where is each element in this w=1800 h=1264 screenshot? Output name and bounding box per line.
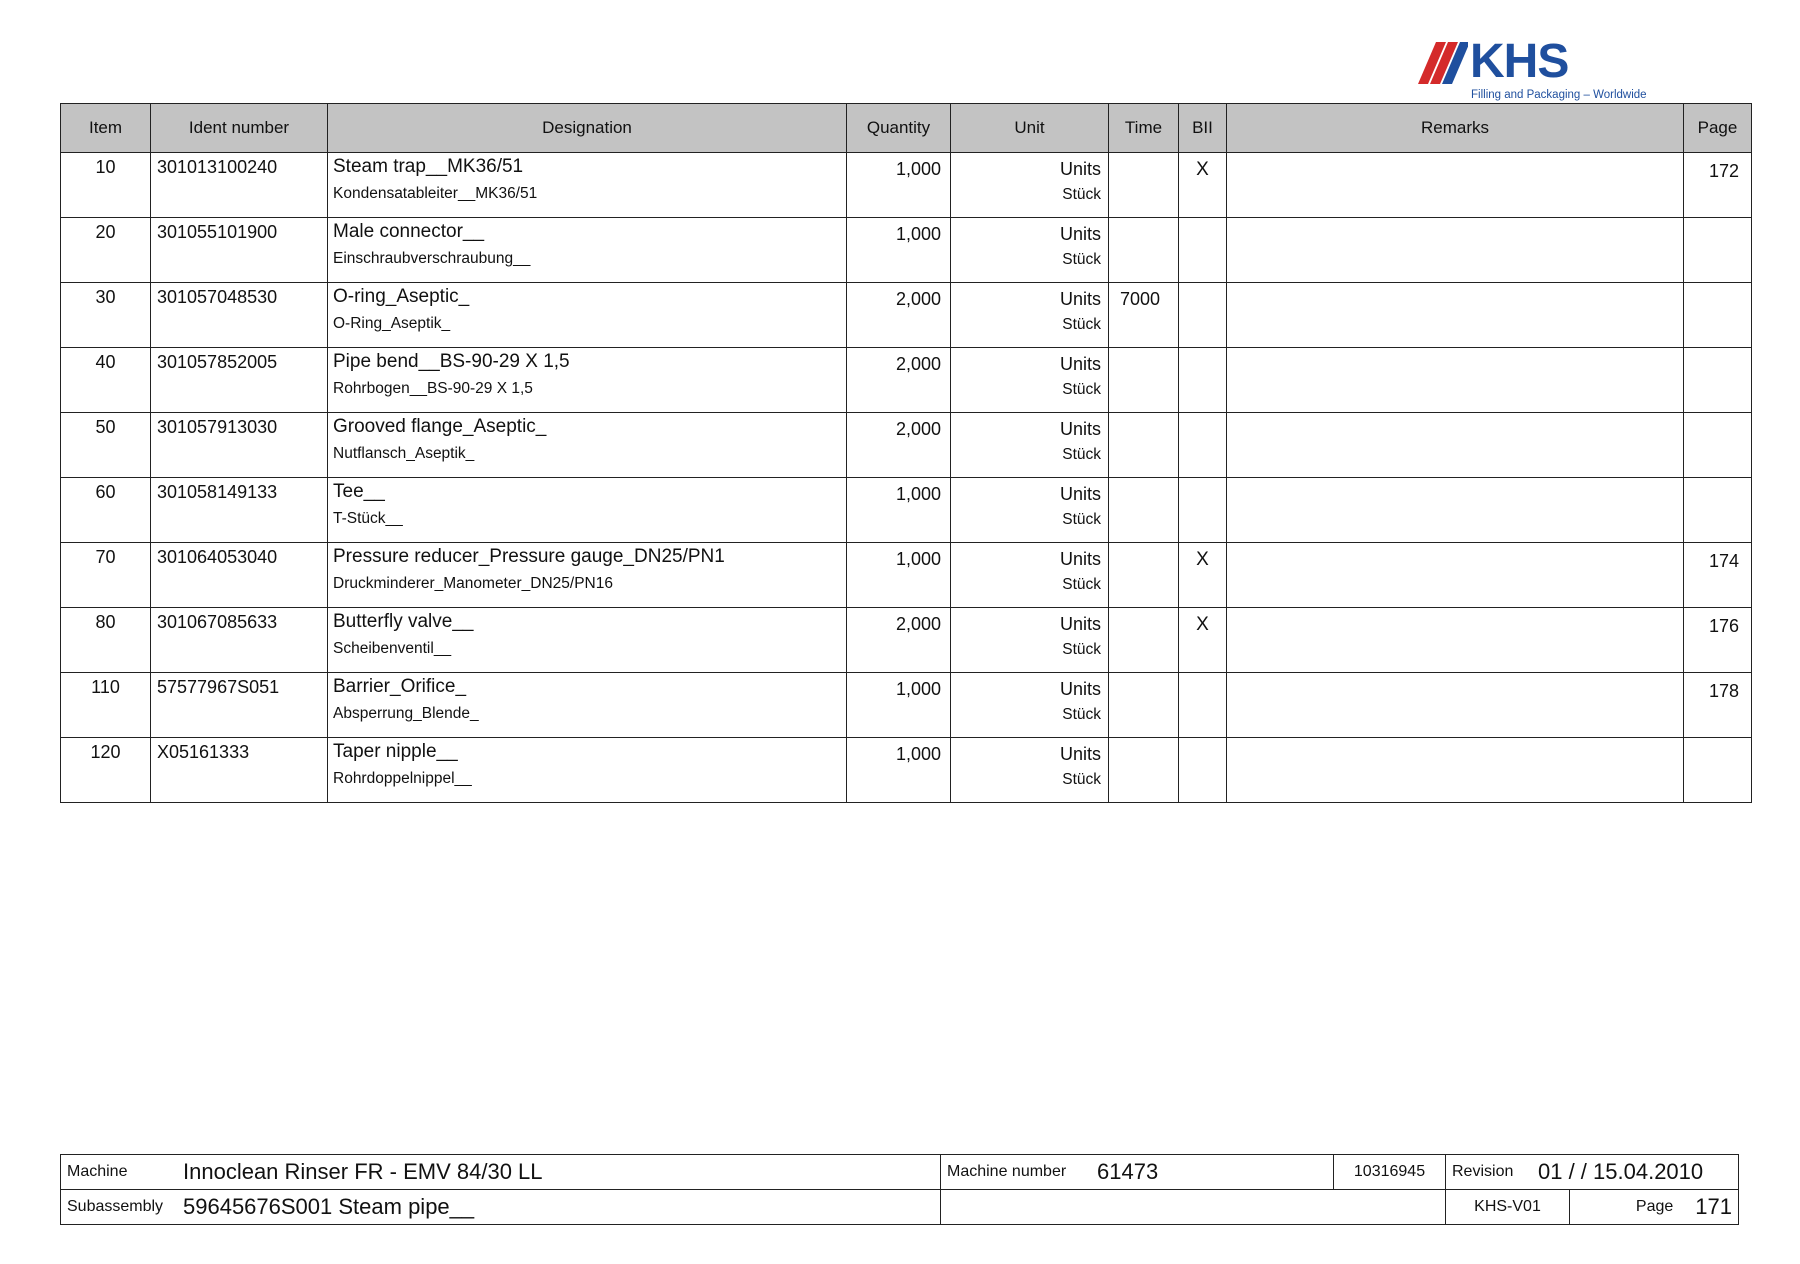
unit-en: Units bbox=[1059, 289, 1101, 309]
ident-number-cell: X05161333 bbox=[151, 738, 328, 803]
header-time: Time bbox=[1109, 104, 1179, 153]
machine-value: Innoclean Rinser FR - EMV 84/30 LL bbox=[183, 1159, 543, 1184]
unit-en: Units bbox=[1059, 159, 1101, 179]
unit-cell bbox=[951, 153, 1109, 218]
unit-cell bbox=[951, 673, 1109, 738]
quantity-cell: 1,000 bbox=[847, 673, 951, 738]
unit-en: Units bbox=[1059, 484, 1101, 504]
table-row bbox=[61, 738, 1752, 803]
header-item: Item bbox=[61, 104, 151, 153]
unit-cell bbox=[951, 543, 1109, 608]
header-designation: Designation bbox=[328, 104, 847, 153]
time-cell bbox=[1109, 478, 1179, 543]
bii-cell bbox=[1179, 218, 1227, 283]
bii-cell bbox=[1179, 413, 1227, 478]
doc-code: KHS-V01 bbox=[1446, 1190, 1570, 1225]
quantity-cell: 2,000 bbox=[847, 283, 951, 348]
designation-cell bbox=[328, 543, 847, 608]
page-ref-cell bbox=[1684, 218, 1752, 283]
item-cell: 120 bbox=[61, 738, 151, 803]
header-remarks: Remarks bbox=[1227, 104, 1684, 153]
designation-de: Rohrdoppelnippel__ bbox=[333, 770, 472, 787]
khs-logo bbox=[1418, 35, 1647, 106]
designation-de: Absperrung_Blende_ bbox=[333, 705, 479, 722]
page-cell bbox=[1570, 1190, 1739, 1225]
remarks-cell bbox=[1227, 478, 1684, 543]
unit-en: Units bbox=[1059, 614, 1101, 634]
designation-de: Druckminderer_Manometer_DN25/PN16 bbox=[333, 575, 613, 592]
unit-de: Stück bbox=[1062, 381, 1101, 398]
table-row bbox=[61, 283, 1752, 348]
unit-en: Units bbox=[1059, 419, 1101, 439]
table-row bbox=[61, 153, 1752, 218]
unit-en: Units bbox=[1059, 744, 1101, 764]
page-ref-cell bbox=[1684, 738, 1752, 803]
ident-number-cell: 301067085633 bbox=[151, 608, 328, 673]
remarks-cell bbox=[1227, 348, 1684, 413]
unit-de: Stück bbox=[1062, 576, 1101, 593]
designation-en: Taper nipple__ bbox=[333, 741, 458, 762]
table-row bbox=[61, 608, 1752, 673]
order-number: 10316945 bbox=[1334, 1155, 1446, 1190]
table-row bbox=[61, 218, 1752, 283]
designation-cell bbox=[328, 283, 847, 348]
quantity-cell: 2,000 bbox=[847, 413, 951, 478]
title-block-row-1 bbox=[61, 1155, 1739, 1190]
designation-en: Butterfly valve__ bbox=[333, 611, 474, 632]
designation-de: Rohrbogen__BS-90-29 X 1,5 bbox=[333, 380, 533, 397]
table-row bbox=[61, 543, 1752, 608]
designation-cell bbox=[328, 218, 847, 283]
logo-wordmark: KHS bbox=[1470, 35, 1569, 88]
designation-de: Kondensatableiter__MK36/51 bbox=[333, 185, 538, 202]
bii-cell bbox=[1179, 673, 1227, 738]
remarks-cell bbox=[1227, 218, 1684, 283]
designation-en: Pressure reducer_Pressure gauge_DN25/PN1 bbox=[333, 546, 725, 567]
subassembly-value: 59645676S001 Steam pipe__ bbox=[183, 1194, 475, 1219]
bii-cell bbox=[1179, 348, 1227, 413]
quantity-cell: 2,000 bbox=[847, 348, 951, 413]
machine-number-value: 61473 bbox=[1097, 1159, 1159, 1184]
page-ref-cell bbox=[1684, 283, 1752, 348]
quantity-cell: 1,000 bbox=[847, 153, 951, 218]
remarks-cell bbox=[1227, 608, 1684, 673]
time-cell bbox=[1109, 738, 1179, 803]
bii-cell bbox=[1179, 478, 1227, 543]
unit-cell bbox=[951, 413, 1109, 478]
table-row bbox=[61, 478, 1752, 543]
designation-en: Steam trap__MK36/51 bbox=[333, 156, 524, 177]
unit-de: Stück bbox=[1062, 771, 1101, 788]
machine-number-label: Machine number bbox=[947, 1163, 1067, 1180]
bii-cell: X bbox=[1179, 608, 1227, 673]
item-cell: 80 bbox=[61, 608, 151, 673]
revision-value: 01 / / 15.04.2010 bbox=[1538, 1159, 1704, 1184]
title-block bbox=[60, 1154, 1739, 1225]
time-cell bbox=[1109, 153, 1179, 218]
title-block-row-2 bbox=[61, 1190, 1739, 1225]
unit-cell bbox=[951, 608, 1109, 673]
subassembly-cell bbox=[61, 1190, 941, 1225]
unit-de: Stück bbox=[1062, 251, 1101, 268]
header-quantity: Quantity bbox=[847, 104, 951, 153]
item-cell: 40 bbox=[61, 348, 151, 413]
quantity-cell: 1,000 bbox=[847, 543, 951, 608]
unit-en: Units bbox=[1059, 354, 1101, 374]
designation-de: Nutflansch_Aseptik_ bbox=[333, 445, 475, 462]
designation-de: Einschraubverschraubung__ bbox=[333, 250, 531, 267]
page-ref-cell: 178 bbox=[1684, 673, 1752, 738]
designation-de: O-Ring_Aseptik_ bbox=[333, 315, 451, 332]
item-cell: 110 bbox=[61, 673, 151, 738]
ident-number-cell: 301064053040 bbox=[151, 543, 328, 608]
khs-logo-mark-icon bbox=[1418, 40, 1468, 86]
header-bii: BII bbox=[1179, 104, 1227, 153]
header-unit: Unit bbox=[951, 104, 1109, 153]
remarks-cell bbox=[1227, 283, 1684, 348]
page-value: 171 bbox=[1695, 1194, 1733, 1219]
time-cell bbox=[1109, 543, 1179, 608]
subassembly-label: Subassembly bbox=[67, 1198, 164, 1215]
ident-number-cell: 57577967S051 bbox=[151, 673, 328, 738]
bii-cell bbox=[1179, 738, 1227, 803]
designation-en: O-ring_Aseptic_ bbox=[333, 286, 470, 307]
designation-cell bbox=[328, 738, 847, 803]
unit-cell bbox=[951, 478, 1109, 543]
time-cell bbox=[1109, 608, 1179, 673]
designation-en: Pipe bend__BS-90-29 X 1,5 bbox=[333, 351, 570, 372]
ident-number-cell: 301055101900 bbox=[151, 218, 328, 283]
quantity-cell: 1,000 bbox=[847, 218, 951, 283]
designation-en: Grooved flange_Aseptic_ bbox=[333, 416, 547, 437]
item-cell: 50 bbox=[61, 413, 151, 478]
revision-label: Revision bbox=[1452, 1163, 1514, 1180]
time-cell bbox=[1109, 218, 1179, 283]
page-ref-cell bbox=[1684, 348, 1752, 413]
unit-de: Stück bbox=[1062, 511, 1101, 528]
header-page: Page bbox=[1684, 104, 1752, 153]
unit-de: Stück bbox=[1062, 706, 1101, 723]
table-row bbox=[61, 673, 1752, 738]
quantity-cell: 2,000 bbox=[847, 608, 951, 673]
page-ref-cell: 174 bbox=[1684, 543, 1752, 608]
unit-de: Stück bbox=[1062, 446, 1101, 463]
page-ref-cell bbox=[1684, 478, 1752, 543]
ident-number-cell: 301013100240 bbox=[151, 153, 328, 218]
parts-table bbox=[60, 103, 1752, 803]
bii-cell: X bbox=[1179, 543, 1227, 608]
bii-cell bbox=[1179, 283, 1227, 348]
designation-en: Tee__ bbox=[333, 481, 385, 502]
logo-tagline: Filling and Packaging – Worldwide bbox=[1471, 89, 1647, 101]
ident-number-cell: 301057852005 bbox=[151, 348, 328, 413]
time-cell bbox=[1109, 348, 1179, 413]
unit-en: Units bbox=[1059, 224, 1101, 244]
designation-cell bbox=[328, 478, 847, 543]
designation-en: Male connector__ bbox=[333, 221, 485, 242]
remarks-cell bbox=[1227, 738, 1684, 803]
unit-de: Stück bbox=[1062, 641, 1101, 658]
page-ref-cell: 176 bbox=[1684, 608, 1752, 673]
ident-number-cell: 301058149133 bbox=[151, 478, 328, 543]
page-label: Page bbox=[1635, 1198, 1674, 1216]
item-cell: 30 bbox=[61, 283, 151, 348]
unit-cell bbox=[951, 283, 1109, 348]
unit-en: Units bbox=[1059, 679, 1101, 699]
designation-cell bbox=[328, 153, 847, 218]
page-ref-cell bbox=[1684, 413, 1752, 478]
quantity-cell: 1,000 bbox=[847, 478, 951, 543]
time-cell: 7000 bbox=[1109, 283, 1179, 348]
unit-cell bbox=[951, 348, 1109, 413]
remarks-cell bbox=[1227, 543, 1684, 608]
designation-de: T-Stück__ bbox=[333, 510, 403, 527]
designation-cell bbox=[328, 348, 847, 413]
item-cell: 60 bbox=[61, 478, 151, 543]
empty-cell bbox=[941, 1190, 1446, 1225]
designation-en: Barrier_Orifice_ bbox=[333, 676, 467, 697]
designation-de: Scheibenventil__ bbox=[333, 640, 452, 657]
machine-number-cell bbox=[941, 1155, 1334, 1190]
designation-cell bbox=[328, 608, 847, 673]
parts-table-body bbox=[61, 153, 1752, 803]
remarks-cell bbox=[1227, 153, 1684, 218]
remarks-cell bbox=[1227, 673, 1684, 738]
table-header-row bbox=[61, 104, 1752, 153]
table-row bbox=[61, 413, 1752, 478]
quantity-cell: 1,000 bbox=[847, 738, 951, 803]
time-cell bbox=[1109, 673, 1179, 738]
remarks-cell bbox=[1227, 413, 1684, 478]
unit-en: Units bbox=[1059, 549, 1101, 569]
bii-cell: X bbox=[1179, 153, 1227, 218]
table-row bbox=[61, 348, 1752, 413]
time-cell bbox=[1109, 413, 1179, 478]
designation-cell bbox=[328, 673, 847, 738]
unit-cell bbox=[951, 738, 1109, 803]
unit-de: Stück bbox=[1062, 186, 1101, 203]
header-ident-number: Ident number bbox=[151, 104, 328, 153]
ident-number-cell: 301057048530 bbox=[151, 283, 328, 348]
item-cell: 10 bbox=[61, 153, 151, 218]
item-cell: 70 bbox=[61, 543, 151, 608]
unit-cell bbox=[951, 218, 1109, 283]
unit-de: Stück bbox=[1062, 316, 1101, 333]
machine-label: Machine bbox=[67, 1163, 128, 1180]
machine-cell bbox=[61, 1155, 941, 1190]
ident-number-cell: 301057913030 bbox=[151, 413, 328, 478]
item-cell: 20 bbox=[61, 218, 151, 283]
designation-cell bbox=[328, 413, 847, 478]
revision-cell bbox=[1446, 1155, 1739, 1190]
page-ref-cell: 172 bbox=[1684, 153, 1752, 218]
